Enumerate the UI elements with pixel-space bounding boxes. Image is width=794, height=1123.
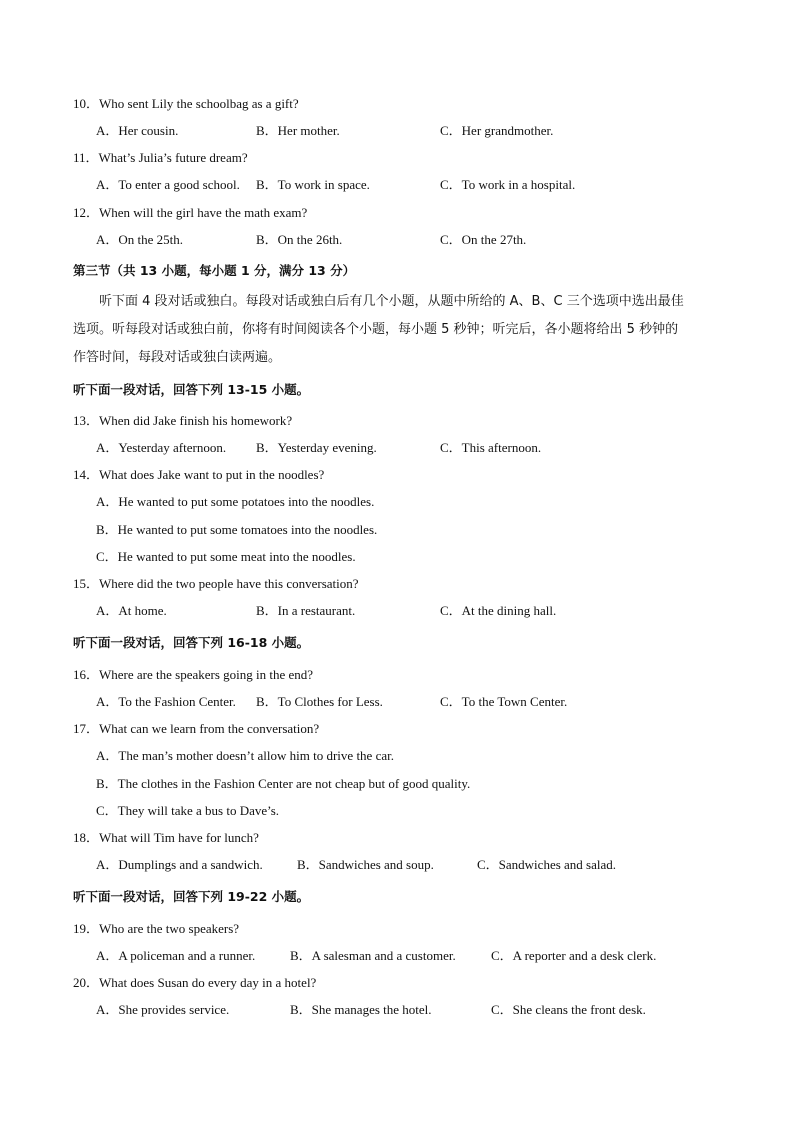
dialogue-2-heading: 听下面一段对话，回答下列 16-18 小题。 [73,635,310,650]
question-19-option-b: B．A salesman and a customer. [290,948,456,963]
dialogue-3-heading: 听下面一段对话，回答下列 19-22 小题。 [73,889,310,904]
question-10-option-c: C．Her grandmother. [440,123,554,138]
question-15-option-c: C．At the dining hall. [440,603,557,618]
question-20-option-b: B．She manages the hotel. [290,1002,432,1017]
question-11-option-a: A．To enter a good school. [96,177,240,192]
question-13-option-b: B．Yesterday evening. [256,440,377,455]
question-15-option-a: A．At home. [96,603,167,618]
question-12-stem: 12．When will the girl have the math exam? [73,205,308,220]
question-15-option-b: B．In a restaurant. [256,603,356,618]
question-16-option-b: B．To Clothes for Less. [256,694,383,709]
question-14-option-b: B．He wanted to put some tomatoes into the noodles. [96,522,378,537]
section-3-instruction-line-1: 听下面 4 段对话或独白。每段对话或独白后有几个小题，从题中所给的 A、B、C 三个选项中选出最佳 [99,294,684,309]
question-18-option-b: B．Sandwiches and soup. [297,857,434,872]
section-3-instruction-line-3: 作答时间，每段对话或独白读两遍。 [73,350,282,365]
question-11-option-c: C．To work in a hospital. [440,177,576,192]
question-16-option-c: C．To the Town Center. [440,694,568,709]
question-16-option-a: A．To the Fashion Center. [96,694,236,709]
question-13-option-c: C．This afternoon. [440,440,542,455]
question-19-stem: 19．Who are the two speakers? [73,921,240,936]
question-13-option-a: A．Yesterday afternoon. [96,440,227,455]
question-17-stem: 17．What can we learn from the conversation? [73,721,320,736]
question-12-option-b: B．On the 26th. [256,232,343,247]
question-20-option-a: A．She provides service. [96,1002,230,1017]
question-16-stem: 16．Where are the speakers going in the end? [73,667,314,682]
question-18-option-c: C．Sandwiches and salad. [477,857,617,872]
dialogue-1-heading: 听下面一段对话，回答下列 13-15 小题。 [73,382,310,397]
question-17-option-a: A．The man’s mother doesn’t allow him to drive the car. [96,748,394,763]
question-20-option-c: C．She cleans the front desk. [491,1002,646,1017]
question-18-option-a: A．Dumplings and a sandwich. [96,857,263,872]
question-12-option-c: C．On the 27th. [440,232,527,247]
question-15-stem: 15．Where did the two people have this conversation? [73,576,359,591]
question-17-option-c: C．They will take a bus to Dave’s. [96,803,280,818]
question-14-stem: 14．What does Jake want to put in the noodles? [73,467,325,482]
question-19-option-c: C．A reporter and a desk clerk. [491,948,657,963]
section-3-instruction-line-2: 选项。听每段对话或独白前，你将有时间阅读各个小题，每小题 5 秒钟；听完后，各小题将给出 5 秒钟的 [73,322,679,337]
question-19-option-a: A．A policeman and a runner. [96,948,256,963]
question-10-option-a: A．Her cousin. [96,123,179,138]
question-11-option-b: B．To work in space. [256,177,370,192]
question-20-stem: 20．What does Susan do every day in a hotel? [73,975,317,990]
question-12-option-a: A．On the 25th. [96,232,184,247]
question-17-option-b: B．The clothes in the Fashion Center are not cheap but of good quality. [96,776,471,791]
question-10-stem: 10．Who sent Lily the schoolbag as a gift? [73,96,299,111]
question-18-stem: 18．What will Tim have for lunch? [73,830,259,845]
section-3-heading: 第三节（共 13 小题，每小题 1 分，满分 13 分） [73,263,356,278]
question-14-option-a: A．He wanted to put some potatoes into the noodles. [96,494,375,509]
question-10-option-b: B．Her mother. [256,123,340,138]
question-14-option-c: C．He wanted to put some meat into the noodles. [96,549,356,564]
question-11-stem: 11．What’s Julia’s future dream? [73,150,248,165]
question-13-stem: 13．When did Jake finish his homework? [73,413,293,428]
